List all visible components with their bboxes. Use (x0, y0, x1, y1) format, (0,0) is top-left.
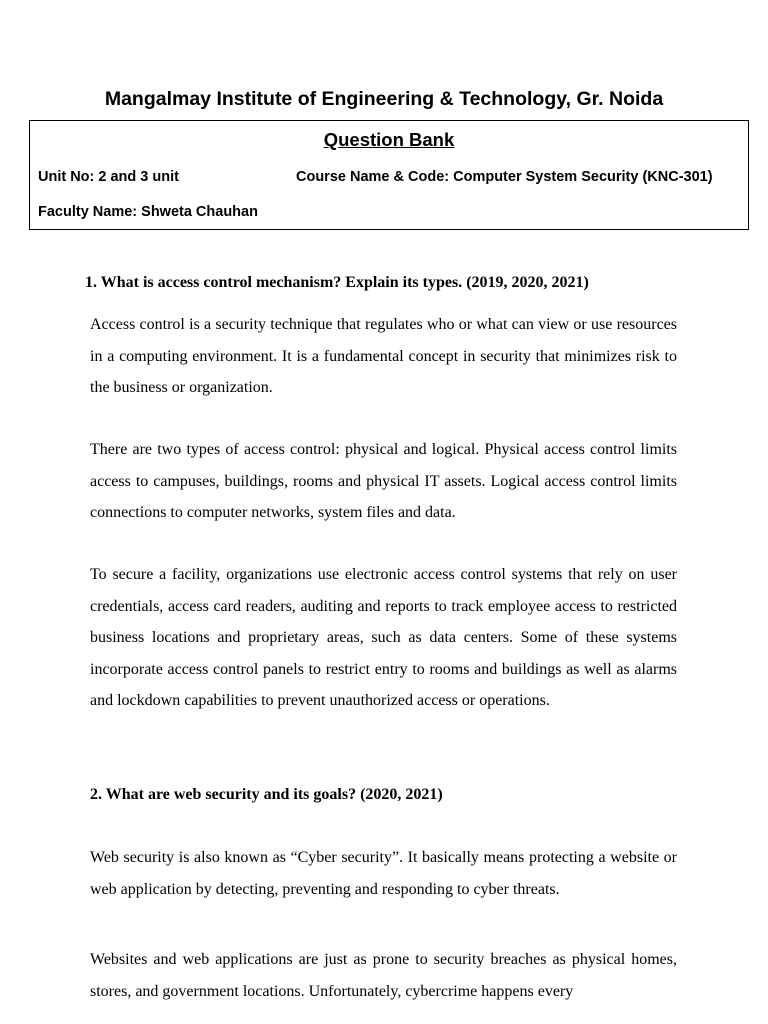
institute-title: Mangalmay Institute of Engineering & Technology, Gr. Noida (104, 88, 664, 110)
question-2-heading: 2. What are web security and its goals? (2020, 2021) (90, 786, 443, 803)
question-1-paragraph-1: Access control is a security technique that regulates who or what can view or use resources in a computing environment. It is a fundamental concept in security that minimizes risk to the business or organization. (90, 316, 677, 396)
question-2-paragraph-1: Web security is also known as “Cyber security”. It basically means protecting a website or web application by detecting, preventing and responding to cyber threats. (90, 849, 677, 898)
question-1-paragraph-2: There are two types of access control: physical and logical. Physical access control limits access to campuses, buildings, rooms and physical IT assets. Logical access control limits connections to computer networks, system files and data. (90, 441, 677, 521)
faculty-name: Faculty Name: Shweta Chauhan (38, 204, 258, 220)
question-1-heading: 1. What is access control mechanism? Explain its types. (2019, 2020, 2021) (85, 274, 589, 291)
question-2-paragraph-2: Websites and web applications are just as prone to security breaches as physical homes, stores, and government locations. Unfortunately, cybercrime happens every (90, 951, 677, 1000)
question-bank-title: Question Bank (323, 129, 455, 150)
course-name-code: Course Name & Code: Computer System Security (KNC-301) (296, 169, 713, 185)
question-1-paragraph-3: To secure a facility, organizations use electronic access control systems that rely on user credentials, access card readers, auditing and reports to track employee access to restricted business locations and proprietary areas, such as data centers. Some of these systems incorporate access control panels to restrict entry to rooms and buildings as well as alarms and lockdown capabilities to prevent unauthorized access or operations. (90, 566, 677, 709)
unit-number: Unit No: 2 and 3 unit (38, 169, 179, 185)
header-box (29, 120, 749, 230)
